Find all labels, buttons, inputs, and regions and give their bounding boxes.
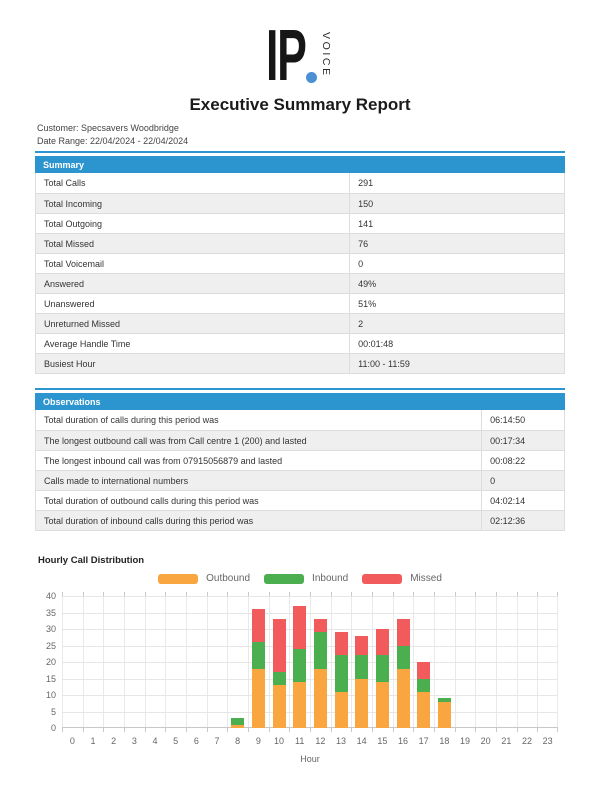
bar-segment-inbound bbox=[231, 718, 244, 725]
bar-segment-inbound bbox=[293, 649, 306, 682]
bar-segment-inbound bbox=[397, 646, 410, 669]
x-axis-label: 18 bbox=[439, 736, 450, 746]
row-value: 11:00 - 11:59 bbox=[358, 358, 410, 369]
bar-segment-missed bbox=[273, 619, 286, 672]
row-label: Busiest Hour bbox=[36, 354, 350, 373]
row-label: Total duration of inbound calls during this period was bbox=[36, 511, 482, 530]
row-label: Calls made to international numbers bbox=[36, 471, 482, 490]
bar-segment-outbound bbox=[355, 679, 368, 729]
row-label: The longest outbound call was from Call centre 1 (200) and lasted bbox=[36, 431, 482, 450]
axis-tick bbox=[227, 592, 228, 596]
table-row bbox=[36, 333, 564, 353]
row-value: 291 bbox=[358, 178, 374, 188]
y-axis-label: 20 bbox=[45, 657, 56, 667]
axis-tick bbox=[372, 592, 373, 596]
axis-tick bbox=[124, 592, 125, 596]
bar-segment-missed bbox=[335, 632, 348, 655]
axis-tick bbox=[475, 728, 476, 732]
x-axis-label: 0 bbox=[69, 736, 75, 746]
axis-tick bbox=[227, 728, 228, 732]
y-axis-label: 0 bbox=[50, 723, 56, 733]
axis-tick bbox=[165, 592, 166, 596]
table-row bbox=[36, 490, 564, 510]
axis-tick bbox=[393, 592, 394, 596]
row-label: Total Missed bbox=[36, 234, 350, 253]
bar-segment-outbound bbox=[293, 682, 306, 728]
x-axis-title: Hour bbox=[300, 754, 320, 764]
x-axis-label: 14 bbox=[356, 736, 367, 746]
row-label: Average Handle Time bbox=[36, 334, 350, 353]
row-value: 00:17:34 bbox=[490, 435, 526, 446]
report-meta bbox=[37, 122, 188, 147]
row-label: Total Voicemail bbox=[36, 254, 350, 273]
axis-tick bbox=[517, 728, 518, 732]
axis-tick bbox=[165, 728, 166, 732]
table-row bbox=[36, 213, 564, 233]
bar-segment-outbound bbox=[231, 725, 244, 728]
legend-swatch bbox=[158, 574, 198, 584]
x-axis-label: 9 bbox=[255, 736, 261, 746]
x-axis-label: 16 bbox=[397, 736, 408, 746]
table-row bbox=[36, 173, 564, 193]
bar-segment-outbound bbox=[335, 692, 348, 728]
axis-tick bbox=[413, 592, 414, 596]
gridline-horizontal bbox=[62, 662, 558, 663]
row-value: 04:02:14 bbox=[490, 495, 526, 506]
axis-tick bbox=[207, 728, 208, 732]
row-label: Total Incoming bbox=[36, 194, 350, 213]
axis-tick bbox=[289, 592, 290, 596]
axis-tick bbox=[145, 728, 146, 732]
table-row bbox=[36, 430, 564, 450]
summary-table-rows bbox=[35, 173, 565, 374]
row-value: 02:12:36 bbox=[490, 515, 526, 526]
row-label: Total Calls bbox=[36, 173, 350, 193]
table-row bbox=[36, 193, 564, 213]
y-axis-label: 15 bbox=[45, 673, 56, 684]
axis-tick bbox=[351, 728, 352, 732]
x-axis-label: 20 bbox=[480, 736, 491, 746]
row-value: 0 bbox=[490, 475, 496, 486]
axis-tick bbox=[351, 592, 352, 596]
row-label: The longest inbound call was from 07915056879 and lasted bbox=[36, 451, 482, 470]
table-row bbox=[36, 410, 564, 430]
axis-tick bbox=[496, 728, 497, 732]
legend-swatch bbox=[264, 574, 304, 584]
bar-segment-outbound bbox=[397, 669, 410, 728]
row-label: Unanswered bbox=[36, 294, 350, 313]
bar-segment-missed bbox=[314, 619, 327, 632]
bar-segment-inbound bbox=[376, 655, 389, 681]
axis-tick bbox=[331, 728, 332, 732]
bar-segment-missed bbox=[355, 636, 368, 656]
chart-title: Hourly Call Distribution bbox=[38, 555, 145, 566]
axis-tick bbox=[434, 592, 435, 596]
bar-segment-outbound bbox=[273, 685, 286, 728]
axis-tick bbox=[83, 728, 84, 732]
axis-tick bbox=[537, 592, 538, 596]
x-axis-label: 2 bbox=[111, 736, 117, 746]
legend-item-inbound bbox=[264, 573, 348, 584]
axis-tick bbox=[248, 592, 249, 596]
bar-segment-outbound bbox=[376, 682, 389, 728]
axis-tick bbox=[269, 592, 270, 596]
table-row bbox=[36, 353, 564, 373]
y-axis-label: 30 bbox=[45, 624, 56, 634]
bar-segment-inbound bbox=[252, 642, 265, 668]
x-axis-label: 17 bbox=[418, 736, 429, 746]
legend-label: Inbound bbox=[312, 573, 349, 584]
axis-tick bbox=[331, 592, 332, 596]
legend-item-missed bbox=[362, 573, 442, 584]
row-value: 76 bbox=[358, 238, 369, 249]
row-label: Total duration of calls during this period was bbox=[36, 410, 482, 430]
axis-tick bbox=[496, 592, 497, 596]
axis-tick bbox=[124, 728, 125, 732]
axis-tick bbox=[186, 592, 187, 596]
row-label: Total duration of outbound calls during this period was bbox=[36, 491, 482, 510]
table-row bbox=[36, 273, 564, 293]
bar-segment-missed bbox=[252, 609, 265, 642]
bar-segment-inbound bbox=[314, 632, 327, 668]
x-axis-label: 15 bbox=[377, 736, 388, 746]
row-value: 150 bbox=[358, 198, 374, 209]
row-value: 00:01:48 bbox=[358, 338, 394, 349]
bar-segment-missed bbox=[417, 662, 430, 679]
table-row bbox=[36, 293, 564, 313]
chart-legend bbox=[0, 573, 600, 584]
hourly-call-chart bbox=[0, 588, 600, 788]
axis-tick bbox=[434, 728, 435, 732]
row-value: 51% bbox=[358, 298, 377, 309]
legend-item-outbound bbox=[158, 573, 250, 584]
gridline-horizontal bbox=[62, 695, 558, 696]
summary-table bbox=[35, 151, 565, 374]
logo-dot bbox=[306, 72, 317, 83]
bar-segment-inbound bbox=[417, 679, 430, 692]
legend-label: Outbound bbox=[206, 573, 251, 584]
row-label: Total Outgoing bbox=[36, 214, 350, 233]
gridline-horizontal bbox=[62, 629, 558, 630]
axis-tick bbox=[455, 728, 456, 732]
x-axis-label: 7 bbox=[214, 736, 220, 746]
axis-tick bbox=[537, 728, 538, 732]
bar-segment-outbound bbox=[417, 692, 430, 728]
row-label: Answered bbox=[36, 274, 350, 293]
x-axis-label: 4 bbox=[152, 736, 158, 746]
gridline-horizontal bbox=[62, 613, 558, 614]
bar-segment-inbound bbox=[355, 655, 368, 678]
x-axis-label: 11 bbox=[294, 736, 305, 746]
x-axis-label: 1 bbox=[90, 736, 96, 746]
axis-tick bbox=[393, 728, 394, 732]
x-axis-label: 5 bbox=[173, 736, 179, 746]
axis-tick bbox=[455, 592, 456, 596]
bar-segment-missed bbox=[376, 629, 389, 655]
bar-segment-outbound bbox=[314, 669, 327, 728]
row-label: Unreturned Missed bbox=[36, 314, 350, 333]
axis-tick bbox=[557, 728, 558, 732]
axis-tick bbox=[289, 728, 290, 732]
axis-tick bbox=[310, 592, 311, 596]
row-value: 06:14:50 bbox=[490, 415, 526, 425]
x-axis-label: 19 bbox=[459, 736, 470, 746]
gridline-horizontal bbox=[62, 679, 558, 680]
bar-segment-inbound bbox=[335, 655, 348, 691]
customer-line: Customer: Specsavers Woodbridge bbox=[37, 123, 179, 133]
gridline-horizontal bbox=[62, 712, 558, 713]
y-axis-label: 35 bbox=[45, 607, 56, 618]
legend-swatch bbox=[362, 574, 402, 584]
axis-tick bbox=[517, 592, 518, 596]
row-value: 49% bbox=[358, 278, 377, 289]
gridline-horizontal bbox=[62, 596, 558, 597]
axis-tick bbox=[475, 592, 476, 596]
x-axis-label: 10 bbox=[273, 736, 284, 746]
bar-segment-inbound bbox=[273, 672, 286, 685]
summary-table-header: Summary bbox=[35, 156, 565, 173]
observations-table-header: Observations bbox=[35, 393, 565, 410]
logo-ip-text: IP bbox=[266, 16, 306, 96]
axis-tick bbox=[310, 728, 311, 732]
table-row bbox=[36, 470, 564, 490]
table-row bbox=[36, 313, 564, 333]
x-axis-label: 21 bbox=[501, 736, 512, 746]
legend-label: Missed bbox=[410, 573, 442, 584]
x-axis-label: 12 bbox=[315, 736, 326, 746]
y-axis-label: 25 bbox=[45, 640, 56, 651]
axis-tick bbox=[103, 728, 104, 732]
chart-plot-area bbox=[62, 596, 558, 728]
row-value: 2 bbox=[358, 318, 364, 329]
row-value: 00:08:22 bbox=[490, 455, 526, 466]
axis-tick bbox=[145, 592, 146, 596]
bar-segment-missed bbox=[293, 606, 306, 649]
observations-table-rows bbox=[35, 410, 565, 531]
table-row bbox=[36, 253, 564, 273]
axis-tick bbox=[62, 592, 63, 596]
table-row bbox=[36, 510, 564, 530]
table-row bbox=[36, 233, 564, 253]
table-row bbox=[36, 450, 564, 470]
x-axis-label: 22 bbox=[521, 736, 532, 746]
row-value: 141 bbox=[358, 218, 374, 229]
axis-tick bbox=[557, 592, 558, 596]
bar-segment-missed bbox=[397, 619, 410, 645]
axis-tick bbox=[103, 592, 104, 596]
bar-segment-outbound bbox=[438, 702, 451, 728]
gridline-horizontal bbox=[62, 646, 558, 647]
x-axis-label: 6 bbox=[193, 736, 199, 746]
axis-tick bbox=[207, 592, 208, 596]
axis-tick bbox=[269, 728, 270, 732]
observations-table bbox=[35, 388, 565, 531]
x-axis-label: 8 bbox=[235, 736, 241, 746]
x-axis-label: 23 bbox=[542, 736, 553, 746]
axis-tick bbox=[62, 728, 63, 732]
y-axis-label: 5 bbox=[50, 706, 56, 717]
axis-tick bbox=[186, 728, 187, 732]
logo-voice-text: VOICE bbox=[320, 32, 332, 78]
row-value: 0 bbox=[358, 258, 364, 269]
axis-tick bbox=[248, 728, 249, 732]
x-axis-label: 3 bbox=[131, 736, 137, 746]
y-axis-label: 10 bbox=[45, 690, 56, 700]
axis-tick bbox=[413, 728, 414, 732]
page-title: Executive Summary Report bbox=[189, 95, 411, 114]
axis-tick bbox=[372, 728, 373, 732]
axis-tick bbox=[83, 592, 84, 596]
x-axis-label: 13 bbox=[335, 736, 346, 746]
bar-segment-inbound bbox=[438, 698, 451, 701]
bar-segment-outbound bbox=[252, 669, 265, 728]
y-axis-label: 40 bbox=[45, 591, 56, 601]
date-range-line: Date Range: 22/04/2024 - 22/04/2024 bbox=[37, 135, 189, 146]
